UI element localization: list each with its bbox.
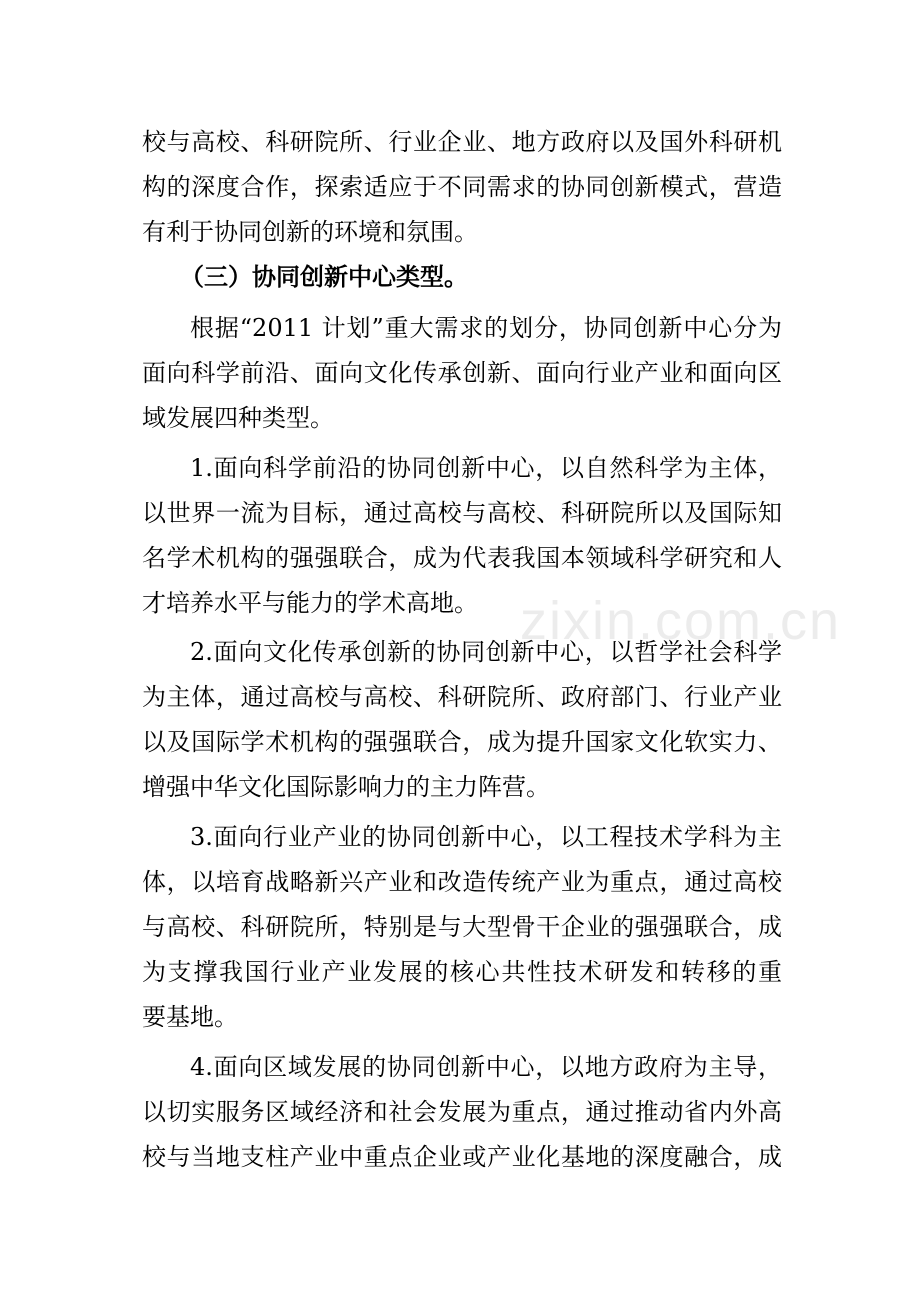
text-line: 校与高校、科研院所、行业企业、地方政府以及国外科研机 — [142, 128, 782, 156]
text-line: 名学术机构的强强联合，成为代表我国本领域科学研究和人 — [142, 544, 782, 572]
section-heading: （三）协同创新中心类型。 — [180, 263, 468, 291]
text-line: 3.面向行业产业的协同创新中心，以工程技术学科为主 — [190, 823, 782, 851]
text-line: 面向科学前沿、面向文化传承创新、面向行业产业和面向区 — [142, 359, 782, 387]
text-line: 要基地。 — [142, 1003, 238, 1031]
text-line: 与高校、科研院所，特别是与大型骨干企业的强强联合，成 — [142, 913, 782, 941]
text-line: 1.面向科学前沿的协同创新中心，以自然科学为主体， — [190, 454, 782, 482]
text-line: 4.面向区域发展的协同创新中心，以地方政府为主导， — [190, 1053, 782, 1081]
text-line: 为主体，通过高校与高校、科研院所、政府部门、行业产业 — [142, 683, 782, 711]
text-line: 增强中华文化国际影响力的主力阵营。 — [142, 773, 550, 801]
text-line: 以及国际学术机构的强强联合，成为提升国家文化软实力、 — [142, 728, 782, 756]
text-line: 构的深度合作，探索适应于不同需求的协同创新模式，营造 — [142, 173, 782, 201]
text-line: 域发展四种类型。 — [142, 404, 334, 432]
text-line: 校与当地支柱产业中重点企业或产业化基地的深度融合，成 — [142, 1143, 782, 1171]
text-line: 才培养水平与能力的学术高地。 — [142, 589, 478, 617]
text-line: 根据“2011 计划”重大需求的划分，协同创新中心分为 — [190, 314, 782, 342]
text-line: 有利于协同创新的环境和氛围。 — [142, 218, 478, 246]
text-line: 2.面向文化传承创新的协同创新中心，以哲学社会科学 — [190, 638, 782, 666]
text-line: 为支撑我国行业产业发展的核心共性技术研发和转移的重 — [142, 958, 782, 986]
watermark: zixin.com.cn — [520, 591, 842, 651]
text-line: 以世界一流为目标，通过高校与高校、科研院所以及国际知 — [142, 499, 782, 527]
text-line: 体，以培育战略新兴产业和改造传统产业为重点，通过高校 — [142, 868, 782, 896]
text-line: 以切实服务区域经济和社会发展为重点，通过推动省内外高 — [142, 1098, 782, 1126]
